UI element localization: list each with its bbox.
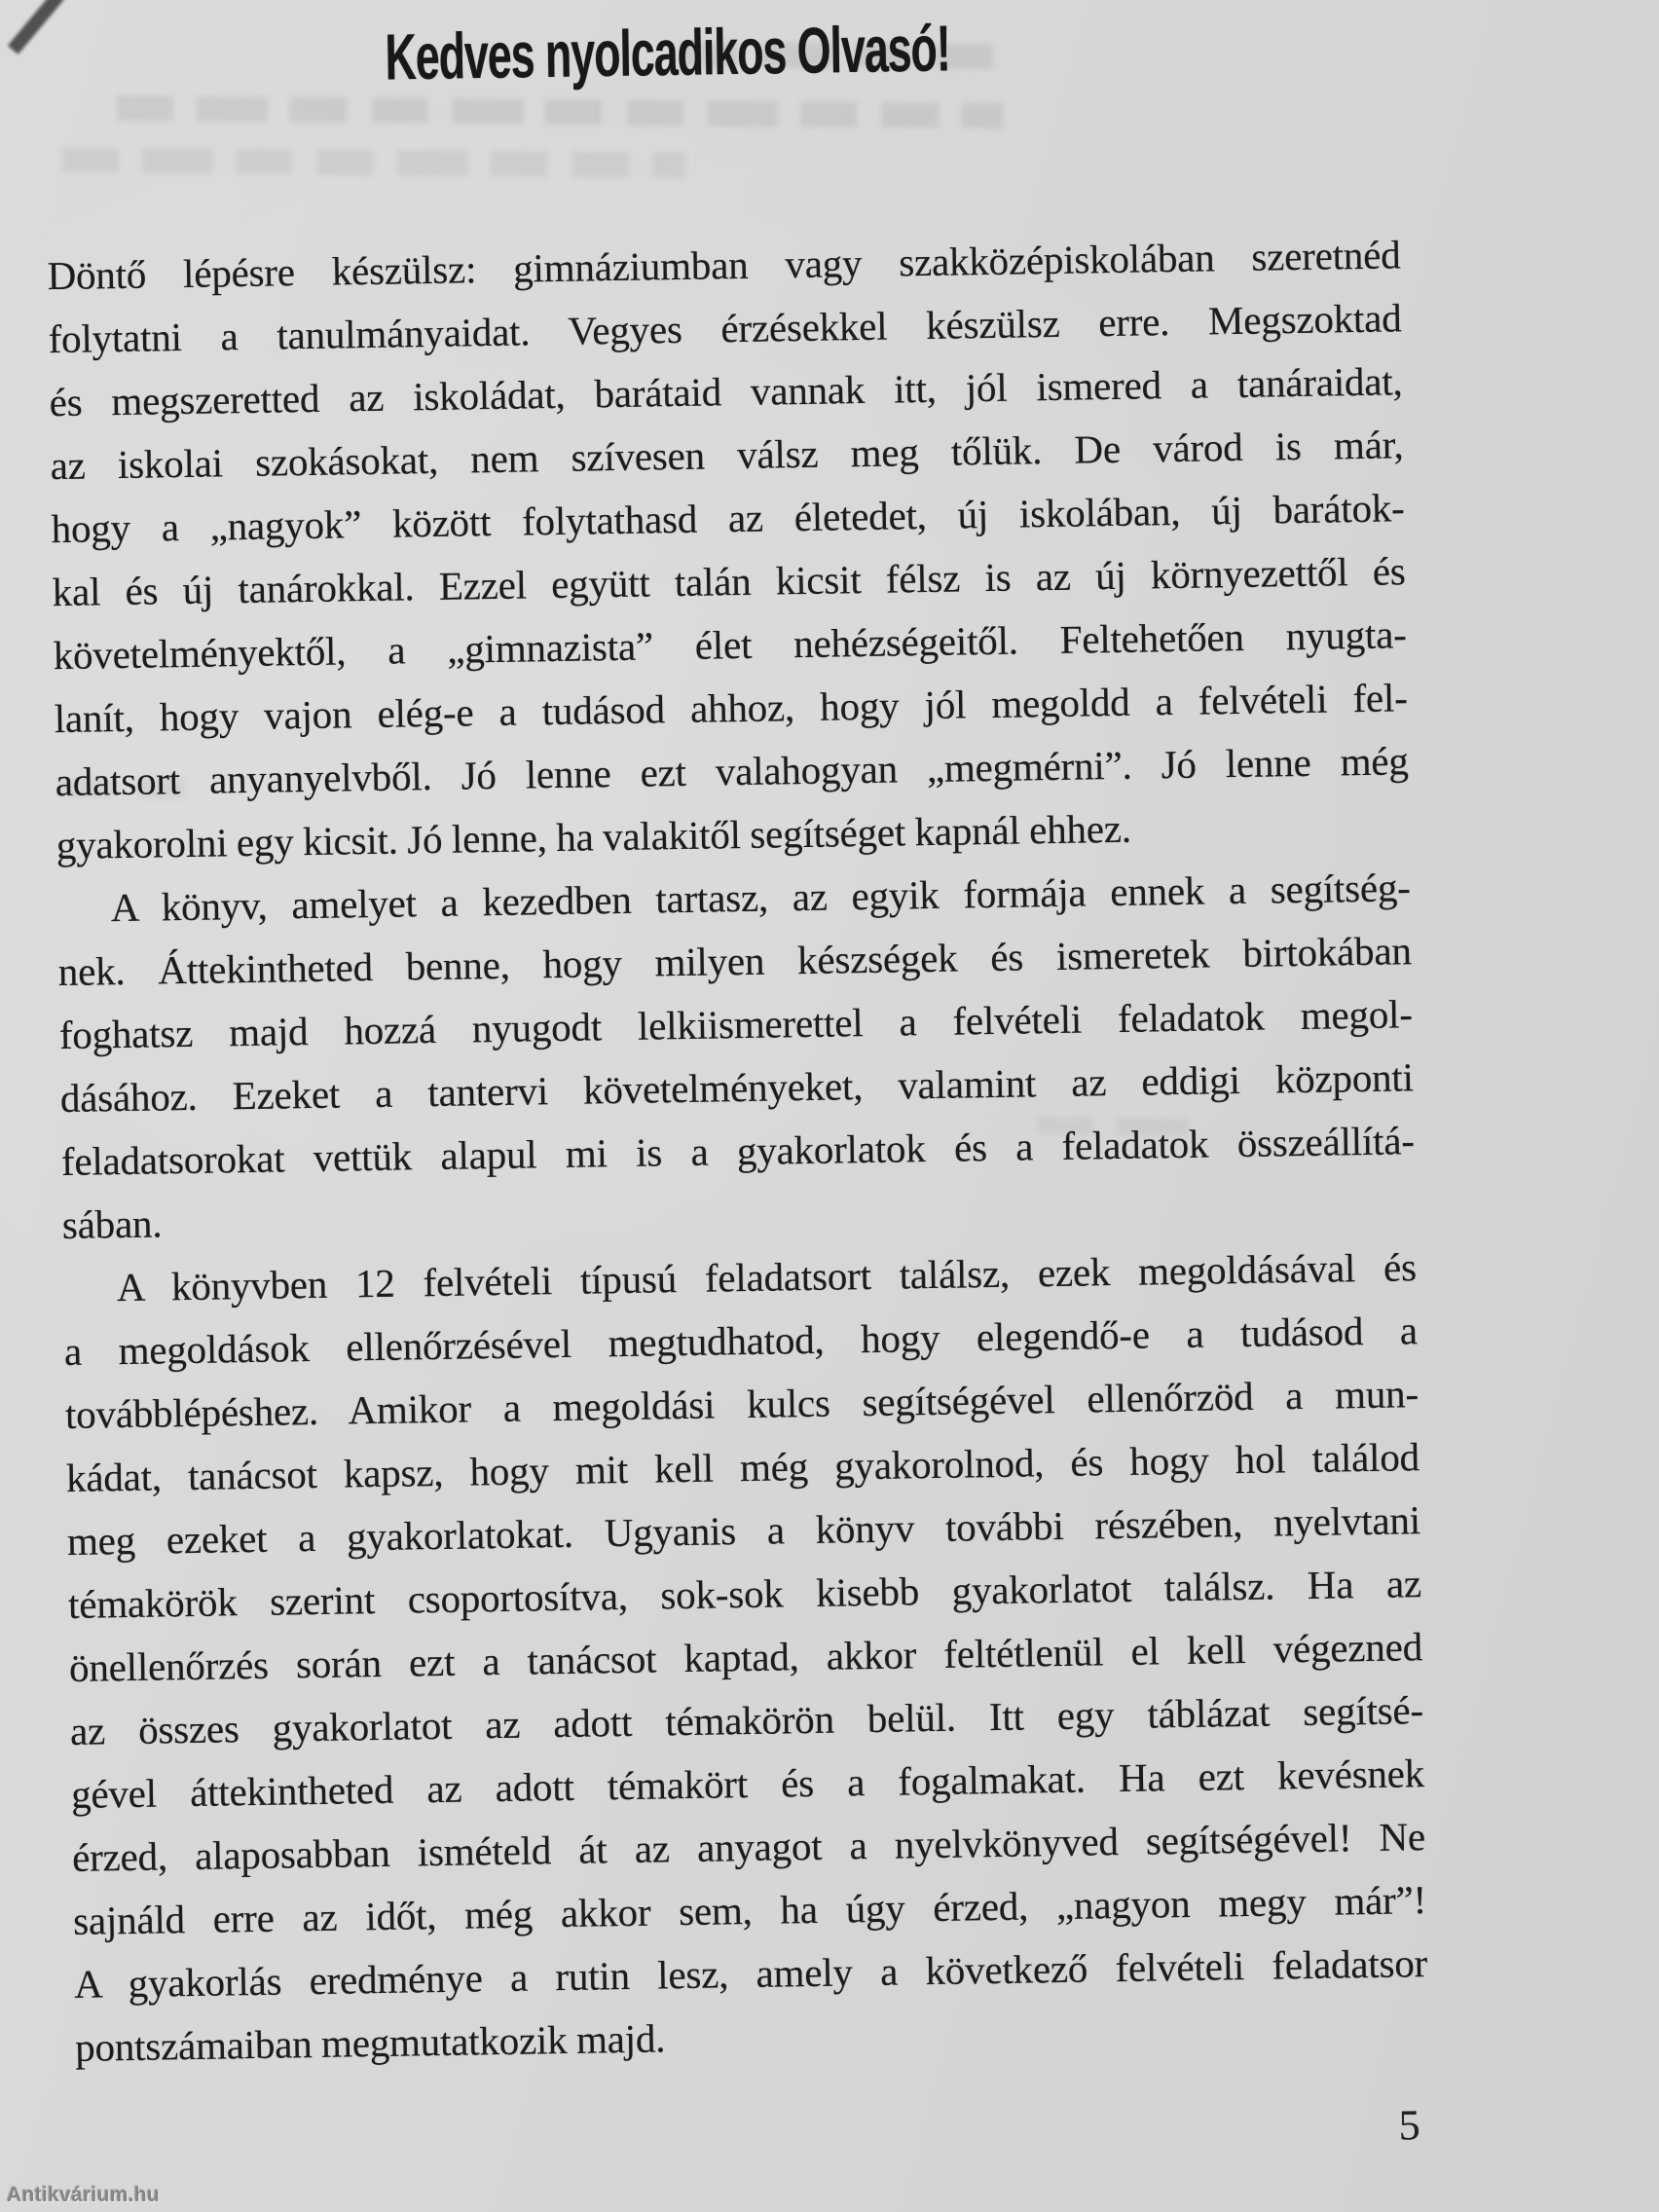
text-line: gével áttekintheted az adott témakört és a fogalmakat. Ha ezt kevésnek	[70, 1751, 1425, 1817]
text-line: pontszámaiban megmutatkozik majd.	[74, 2015, 666, 2070]
text-line: Döntő lépésre készülsz: gimnáziumban vagy szakközépiskolában szeretnéd	[47, 232, 1401, 299]
text-line: sában.	[61, 1200, 163, 1248]
text-line: meg ezeket a gyakorlatokat. Ugyanis a könyv további részében, nyelvtani	[66, 1497, 1421, 1564]
text-line: az összes gyakorlatot az adott témakörön belül. Itt egy táblázat segítsé-	[69, 1687, 1424, 1753]
text-line: lanít, hogy vajon elég-e a tudásod ahhoz, hogy jól megoldd a felvételi fel-	[54, 675, 1408, 742]
text-line: továbblépéshez. Amikor a megoldási kulcs segítségével ellenőrzöd a mun-	[64, 1371, 1419, 1437]
text-line: folytatni a tanulmányaidat. Vegyes érzésekkel készülsz erre. Megszoktad	[48, 295, 1402, 362]
text-line: adatsort anyanyelvből. Jó lenne ezt valahogyan „megmérni”. Jó lenne még	[55, 738, 1409, 805]
text-line: és megszeretted az iskoládat, barátaid vannak itt, jól ismered a tanáraidat,	[49, 358, 1403, 425]
text-line: követelményektől, a „gimnazista” élet nehézségeitől. Feltehetően nyugta-	[53, 611, 1407, 679]
text-line: az iskolai szokásokat, nem szívesen válsz meg tőlük. De várod is már,	[50, 422, 1404, 489]
text-line: A gyakorlás eredménye a rutin lesz, amely a következő felvételi feladatsor	[73, 1940, 1428, 2007]
text-line: sajnáld erre az időt, még akkor sem, ha úgy érzed, „nagyon megy már”!	[72, 1877, 1427, 1943]
text-line: témakörök szerint csoportosítva, sok-sok kisebb gyakorlatot találsz. Ha az	[67, 1561, 1422, 1627]
text-line: nek. Áttekintheted benne, hogy milyen készségek és ismeretek birtokában	[57, 928, 1413, 995]
page-number: 5	[1398, 2101, 1421, 2150]
text-line: érzed, alaposabban ismételd át az anyagot a nyelvkönyved segítségével! Ne	[71, 1814, 1426, 1880]
page-title: Kedves nyolcadikos Olvasó!	[384, 12, 950, 94]
text-line: kádat, tanácsot kapsz, hogy mit kell még gyakorolnod, és hogy hol találod	[65, 1434, 1420, 1500]
text-line: kal és új tanárokkal. Ezzel együtt talán kicsit félsz is az új környezettől és	[52, 548, 1406, 615]
text-line: foghatsz majd hozzá nyugodt lelkiismerettel a felvételi feladatok megol-	[58, 991, 1414, 1058]
text-line: hogy a „nagyok” között folytathasd az életedet, új iskolában, új barátok-	[51, 485, 1405, 552]
text-line: dásához. Ezeket a tantervi követelményeket, valamint az eddigi központi	[59, 1054, 1415, 1122]
text-line: önellenőrzés során ezt a tanácsot kaptad, akkor feltétlenül el kell végezned	[68, 1624, 1423, 1690]
body-text	[47, 223, 1428, 2080]
text-line: a megoldások ellenőrzésével megtudhatod, hogy elegendő-e a tudásod a	[63, 1308, 1419, 1374]
text-line: feladatsorokat vettük alapul mi is a gyakorlatok és a feladatok összeállítá-	[60, 1118, 1416, 1185]
text-line: A könyv, amelyet a kezedben tartasz, az egyik formája ennek a segítség-	[110, 865, 1412, 931]
text-line: gyakorolni egy kicsit. Jó lenne, ha valakitől segítséget kapnál ehhez.	[55, 805, 1132, 868]
watermark: Antikvárium.hu	[7, 2184, 161, 2206]
text-line: A könyvben 12 felvételi típusú feladatsort találsz, ezek megoldásával és	[116, 1244, 1418, 1310]
